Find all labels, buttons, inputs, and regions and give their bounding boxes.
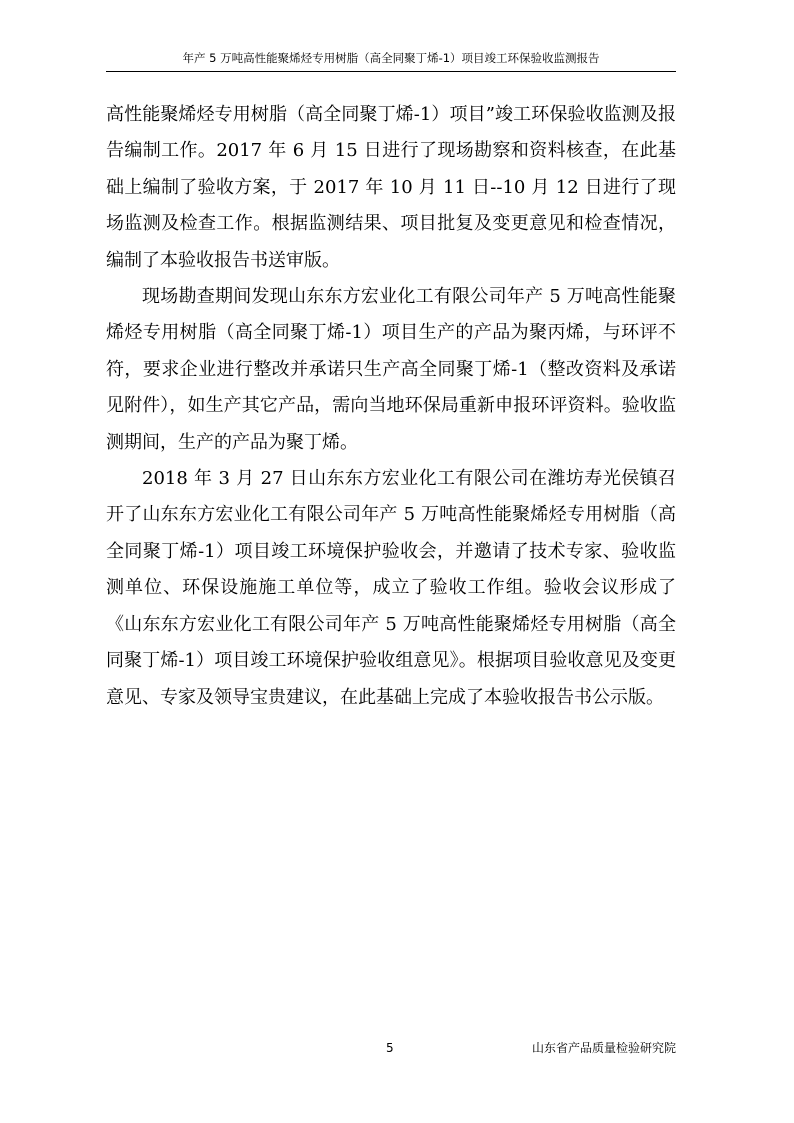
page-number: 5 (386, 1041, 394, 1055)
paragraph-site-inspection: 现场勘查期间发现山东东方宏业化工有限公司年产 5 万吨高性能聚烯烃专用树脂（高全同聚丁烯-1）项目生产的产品为聚丙烯，与环评不符，要求企业进行整改并承诺只生产高全同聚丁烯-1（整改资料及承诺见附件），如生产其它产品，需向当地环保局重新申报环评资料。验收监测期间，生产的产品为聚丁烯。 (106, 286, 676, 453)
header-divider (106, 71, 676, 72)
paragraph-acceptance-meeting: 2018 年 3 月 27 日山东东方宏业化工有限公司在潍坊寿光侯镇召开了山东东方宏业化工有限公司年产 5 万吨高性能聚烯烃专用树脂（高全同聚丁烯-1）项目竣工环境保护验收会，并邀请了技术专家、验收监测单位、环保设施施工单位等，成立了验收工作组。验收会议形成了《山东东方宏业化工有限公司年产 5 万吨高性能聚烯烃专用树脂（高全同聚丁烯-1）项目竣工环境保护验收组意见》。根据项目验收意见及变更意见、专家及领导宝贵建议，在此基础上完成了本验收报告书公示版。 (106, 468, 676, 708)
document-body (106, 97, 676, 716)
page-header-title: 年产 5 万吨高性能聚烯烃专用树脂（高全同聚丁烯-1）项目竣工环保验收监测报告 (182, 51, 600, 65)
footer-organization: 山东省产品质量检验研究院 (531, 1041, 676, 1055)
paragraph-continuation: 高性能聚烯烃专用树脂（高全同聚丁烯-1）项目”竣工环保验收监测及报告编制工作。2017 年 6 月 15 日进行了现场勘察和资料核查，在此基础上编制了验收方案，于 2017 年 10 月 11 日--10 月 12 日进行了现场监测及检查工作。根据监测结果、项目批复及变更意见和检查情况，编制了本验收报告书送审版。 (106, 104, 676, 271)
